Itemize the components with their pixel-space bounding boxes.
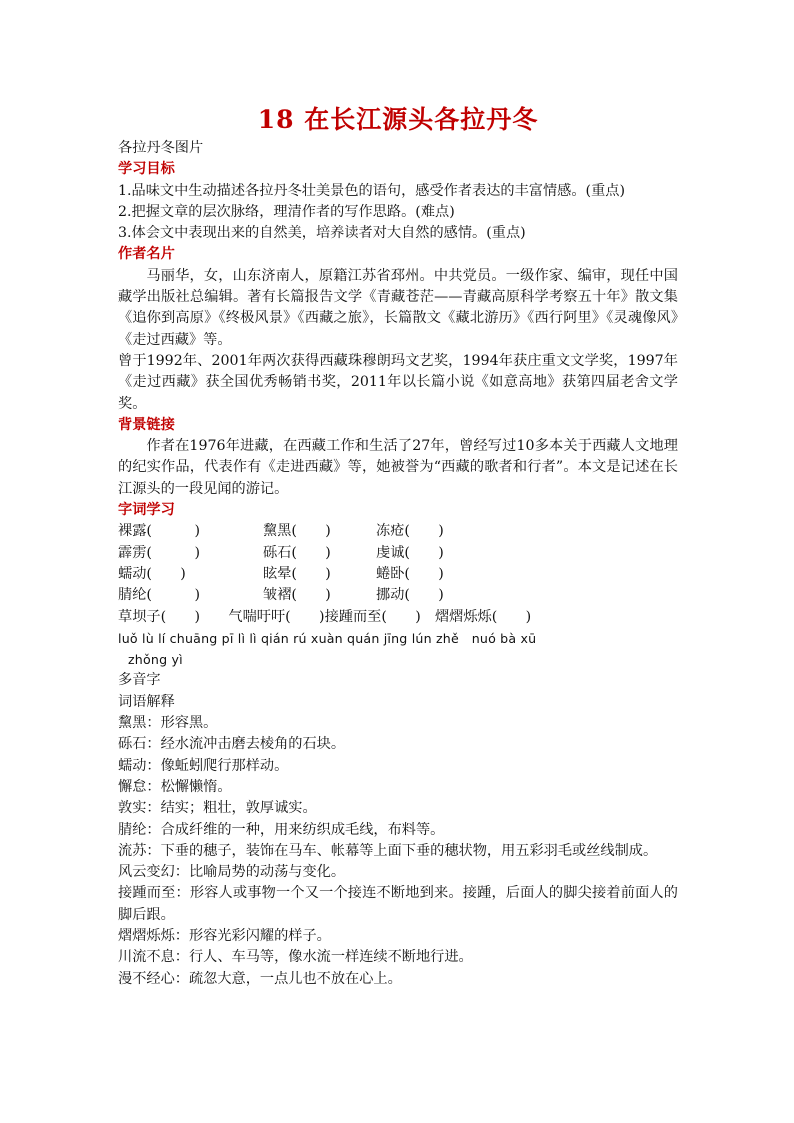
vocab-item: 眩晕( ) [263, 565, 331, 582]
section-heading-goals: 学习目标 [118, 161, 175, 178]
glossary-item: 接踵而至：形容人或事物一个又一个接连不断地到来。接踵，后面人的脚尖接着前面人的脚后跟。 [118, 885, 678, 923]
author-awards-paragraph: 曾于1992年、2001年两次获得西藏珠穆朗玛文艺奖，1994年获庄重文文学奖，1997年《走过西藏》获全国优秀畅销书奖，2011年以长篇小说《如意高地》获第四届老舍文学奖。 [118, 352, 678, 412]
goal-item: 1.品味文中生动描述各拉丹冬壮美景色的语句，感受作者表达的丰富情感。(重点) [118, 182, 625, 199]
vocab-row [118, 585, 678, 606]
vocab-item: 蜷卧( ) [376, 565, 444, 582]
vocab-item: 冻疮( ) [376, 523, 444, 540]
glossary-item: 熠熠烁烁：形容光彩闪耀的样子。 [118, 927, 331, 944]
goal-item: 3.体会文中表现出来的自然美，培养读者对大自然的感情。(重点) [118, 225, 526, 242]
vocab-item: 裸露( ) [118, 523, 201, 540]
document-body [118, 138, 678, 990]
section-heading-author: 作者名片 [118, 246, 175, 263]
page-title: 18 在长江源头各拉丹冬 [257, 105, 539, 134]
glossary-item: 蠕动：像蚯蚓爬行那样动。 [118, 757, 289, 774]
glossary-item: 流苏：下垂的穗子，装饰在马车、帐幕等上面下垂的穗状物，用五彩羽毛或丝线制成。 [118, 842, 658, 859]
vocab-item: 皱褶( ) [263, 587, 331, 604]
glossary-item: 风云变幻：比喻局势的动荡与变化。 [118, 864, 346, 881]
vocab-item: 霹雳( ) [118, 544, 201, 561]
polyphone-label: 多音字 [118, 672, 161, 689]
glossary-item: 懈怠：松懈懒惰。 [118, 778, 232, 795]
goal-item: 2.把握文章的层次脉络，理清作者的写作思路。(难点) [118, 203, 455, 220]
glossary-item: 黧黑：形容黑。 [118, 715, 218, 732]
vocab-item: 虔诚( ) [376, 544, 444, 561]
image-caption: 各拉丹冬图片 [118, 140, 204, 156]
vocab-item: 挪动( ) [376, 587, 444, 604]
pinyin-answers-continued: zhǒng yì [128, 652, 183, 668]
glossary-item: 敦实：结实；粗壮，敦厚诚实。 [118, 800, 317, 817]
glossary-item: 漫不经心：疏忽大意，一点儿也不放在心上。 [118, 970, 402, 987]
vocab-item: 蠕动( ) [118, 565, 186, 582]
glossary-item: 川流不息：行人、车马等，像水流一样连续不断地行进。 [118, 949, 473, 966]
section-heading-vocab: 字词学习 [118, 502, 175, 519]
vocab-item: 黧黑( ) [263, 523, 331, 540]
vocab-row: 草坝子( ) 气喘吁吁( )接踵而至( ) 熠熠烁烁( ) [118, 608, 532, 625]
vocab-item: 砾石( ) [263, 544, 331, 561]
vocab-row [118, 564, 678, 585]
vocab-item: 腈纶( ) [118, 587, 201, 604]
vocab-row [118, 543, 678, 564]
pinyin-answers: luǒ lù lí chuāng pī lì lì qián rú xuàn quán jīng lún zhě nuó bà xū [118, 630, 537, 646]
vocab-row [118, 521, 678, 542]
glossary-heading: 词语解释 [118, 693, 175, 710]
section-heading-background: 背景链接 [118, 416, 175, 433]
background-paragraph: 作者在1976年进藏，在西藏工作和生活了27年，曾经写过10多本关于西藏人文地理的纪实作品，代表作有《走进西藏》等，她被誉为“西藏的歌者和行者”。本文是记述在长江源头的一段见闻的游记。 [118, 438, 678, 497]
glossary-item: 砾石：经水流冲击磨去棱角的石块。 [118, 736, 346, 753]
author-paragraph: 马丽华，女，山东济南人，原籍江苏省邳州。中共党员。一级作家、编审，现任中国藏学出版社总编辑。著有长篇报告文学《青藏苍茫——青藏高原科学考察五十年》散文集《追你到高原》《终极风景》《西藏之旅》，长篇散文《藏北游历》《西行阿里》《灵魂像风》《走过西藏》等。 [118, 267, 678, 348]
glossary-item: 腈纶：合成纤维的一种，用来纺织成毛线，布料等。 [118, 821, 445, 838]
